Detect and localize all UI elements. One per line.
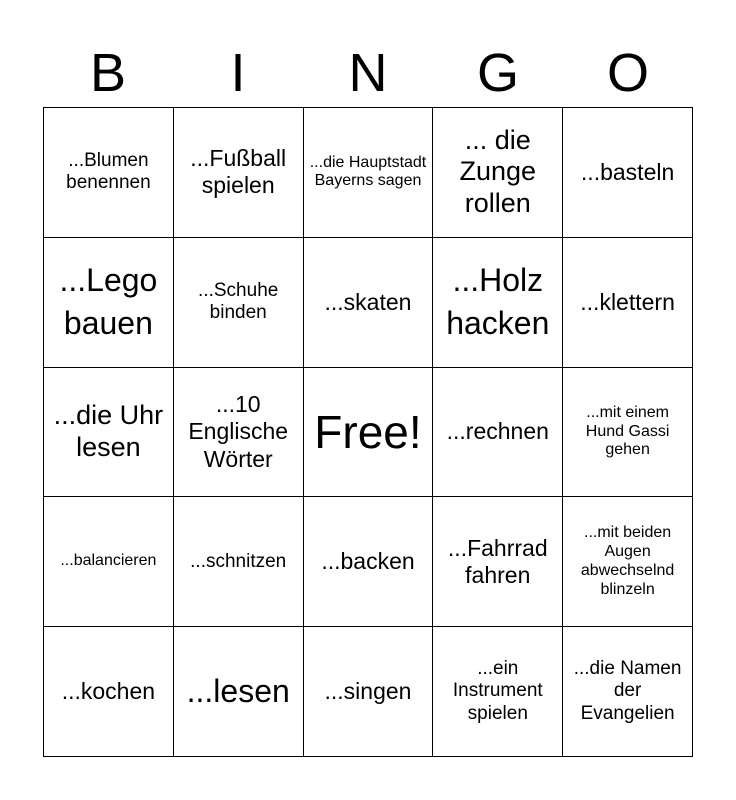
bingo-cell: ...rechnen xyxy=(433,368,563,498)
bingo-cell: ...lesen xyxy=(174,627,304,757)
free-space-cell: Free! xyxy=(304,368,434,498)
bingo-cell: ...skaten xyxy=(304,238,434,368)
bingo-cell: ...Fahrrad fahren xyxy=(433,497,563,627)
bingo-cell: ...die Namen der Evangelien xyxy=(563,627,693,757)
bingo-cell: ... die Zunge rollen xyxy=(433,108,563,238)
bingo-cell: ...Fußball spielen xyxy=(174,108,304,238)
header-letter-o: O xyxy=(606,43,649,103)
header-letter-i: I xyxy=(230,43,246,103)
bingo-cell: ...ein Instrument spielen xyxy=(433,627,563,757)
bingo-cell: ...mit beiden Augen abwechselnd blinzeln xyxy=(563,497,693,627)
bingo-cell: ...balancieren xyxy=(44,497,174,627)
bingo-cell: ...kochen xyxy=(44,627,174,757)
bingo-cell: ...mit einem Hund Gassi gehen xyxy=(563,368,693,498)
header-letter-g: G xyxy=(476,43,519,103)
bingo-cell: ...10 Englische Wörter xyxy=(174,368,304,498)
bingo-cell: ...Blumen benennen xyxy=(44,108,174,238)
bingo-board xyxy=(43,107,693,757)
bingo-cell: ...Holz hacken xyxy=(433,238,563,368)
bingo-cell: ...basteln xyxy=(563,108,693,238)
bingo-cell: ...klettern xyxy=(563,238,693,368)
bingo-header xyxy=(43,38,693,108)
header-letter-b: B xyxy=(89,43,127,103)
bingo-cell: ...Schuhe binden xyxy=(174,238,304,368)
bingo-cell: ...schnitzen xyxy=(174,497,304,627)
bingo-cell: ...Lego bauen xyxy=(44,238,174,368)
bingo-cell: ...die Uhr lesen xyxy=(44,368,174,498)
bingo-cell: ...die Hauptstadt Bayerns sagen xyxy=(304,108,434,238)
bingo-cell: ...singen xyxy=(304,627,434,757)
bingo-cell: ...backen xyxy=(304,497,434,627)
header-letter-n: N xyxy=(348,43,388,103)
